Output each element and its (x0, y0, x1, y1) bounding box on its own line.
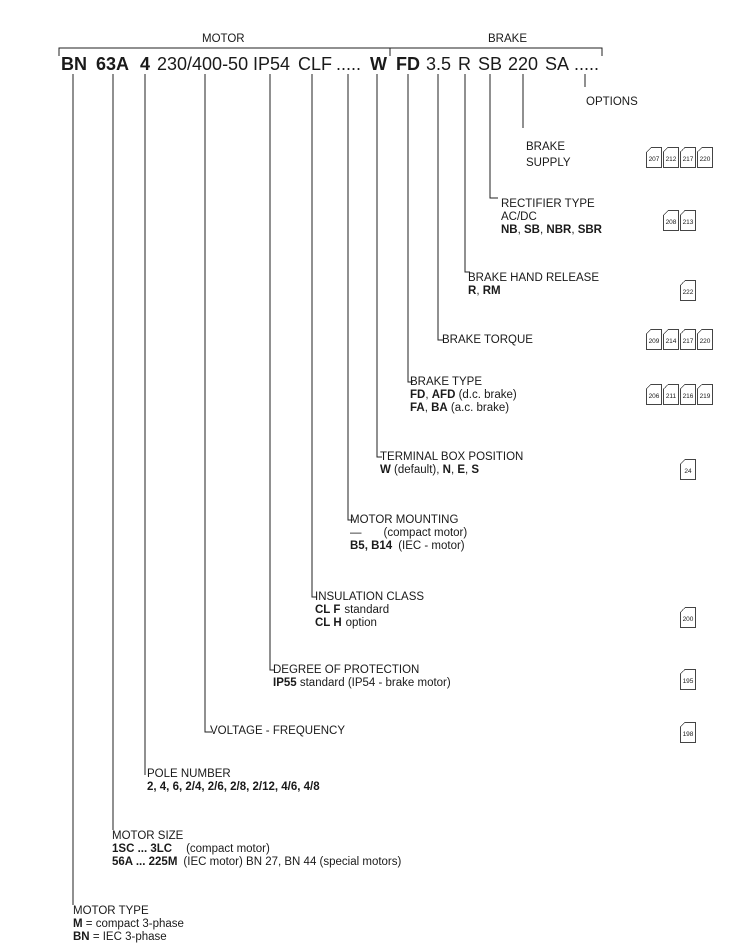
terminal-box-label: TERMINAL BOX POSITION W (default), N, E, S (380, 451, 524, 476)
code-torque: 3.5 (426, 54, 452, 74)
motor-header: MOTOR (202, 33, 245, 45)
page-ref[interactable]: 214 (663, 329, 679, 350)
code-sa: SA (545, 54, 570, 74)
page-ref[interactable]: 207 (646, 147, 662, 168)
page-ref[interactable]: 217 (680, 329, 696, 350)
brake-type-page-refs (646, 384, 713, 405)
page-ref[interactable]: 217 (680, 147, 696, 168)
terminal-line (377, 74, 382, 457)
brake-torque-label: BRAKE TORQUE (442, 334, 533, 346)
brake-type-line (408, 74, 413, 382)
voltage-label: VOLTAGE - FREQUENCY (210, 725, 346, 737)
motor-mounting-label: MOTOR MOUNTING — (compact motor) B5, B14 (IEC - motor) (350, 514, 468, 552)
rectifier-label: RECTIFIER TYPE AC/DC NB, SB, NBR, SBR (501, 198, 602, 236)
rectifier-line (490, 74, 498, 198)
hand-release-page-refs (680, 280, 696, 301)
page-ref[interactable]: 198 (680, 722, 696, 743)
page-ref[interactable]: 219 (697, 384, 713, 405)
code-terminal: W (370, 54, 387, 74)
motor-type-label: MOTOR TYPE M = compact 3-phase BN = IEC 3-phase (73, 905, 184, 943)
pole-number-label: POLE NUMBER 2, 4, 6, 2/4, 2/6, 2/8, 2/12, 4/6, 4/8 (147, 768, 320, 793)
page-ref[interactable]: 220 (697, 147, 713, 168)
code-voltage: 230/400-50 (157, 54, 249, 74)
insulation-class-label: INSULATION CLASS CL F standard CL H option (315, 591, 425, 629)
page-ref[interactable]: 212 (663, 147, 679, 168)
voltage-page-refs (680, 722, 696, 743)
page-ref[interactable]: 209 (646, 329, 662, 350)
brake-type-label: BRAKE TYPE FD, AFD (d.c. brake) FA, BA (a.c. brake) (410, 376, 517, 414)
page-ref[interactable]: 222 (680, 280, 696, 301)
mounting-line (348, 74, 353, 520)
page-ref[interactable]: 24 (680, 459, 696, 480)
protection-line (270, 74, 275, 670)
insulation-line (312, 74, 317, 597)
release-line (465, 74, 470, 272)
page-ref[interactable]: 206 (646, 384, 662, 405)
protection-page-refs (680, 669, 696, 690)
brake-header: BRAKE (488, 33, 527, 45)
code-mounting: ..... (336, 54, 362, 74)
page-ref[interactable]: 211 (663, 384, 679, 405)
code-bn: BN (61, 54, 87, 74)
page-ref[interactable]: 208 (663, 210, 679, 231)
code-insulation: CLF (298, 54, 333, 74)
protection-label: DEGREE OF PROTECTION IP55 standard (IP54 - brake motor) (273, 664, 451, 689)
code-size: 63A (96, 54, 130, 74)
page-ref[interactable]: 220 (697, 329, 713, 350)
torque-page-refs (646, 329, 713, 350)
brake-supply-page-refs (646, 147, 713, 168)
code-poles: 4 (140, 54, 151, 74)
brake-supply-label: BRAKE SUPPLY (526, 141, 571, 169)
voltage-line (205, 74, 212, 732)
code-release: R (458, 54, 471, 74)
code-rectifier: SB (478, 54, 503, 74)
terminal-page-refs (680, 459, 696, 480)
page-ref[interactable]: 195 (680, 669, 696, 690)
hand-release-label: BRAKE HAND RELEASE R, RM (468, 272, 600, 297)
rectifier-page-refs (663, 210, 696, 231)
motor-size-label: MOTOR SIZE 1SC ... 3LC (compact motor) 56A ... 225M (IEC motor) BN 27, BN 44 (special motors) (112, 830, 402, 868)
code-brake-type: FD (396, 54, 420, 74)
page-ref[interactable]: 213 (680, 210, 696, 231)
insulation-page-refs (680, 607, 696, 628)
code-options: ..... (574, 54, 600, 74)
torque-line (438, 74, 443, 340)
options-label: OPTIONS (586, 96, 638, 108)
page-ref[interactable]: 216 (680, 384, 696, 405)
code-protection: IP54 (253, 54, 291, 74)
page-ref[interactable]: 200 (680, 607, 696, 628)
code-supply: 220 (508, 54, 539, 74)
